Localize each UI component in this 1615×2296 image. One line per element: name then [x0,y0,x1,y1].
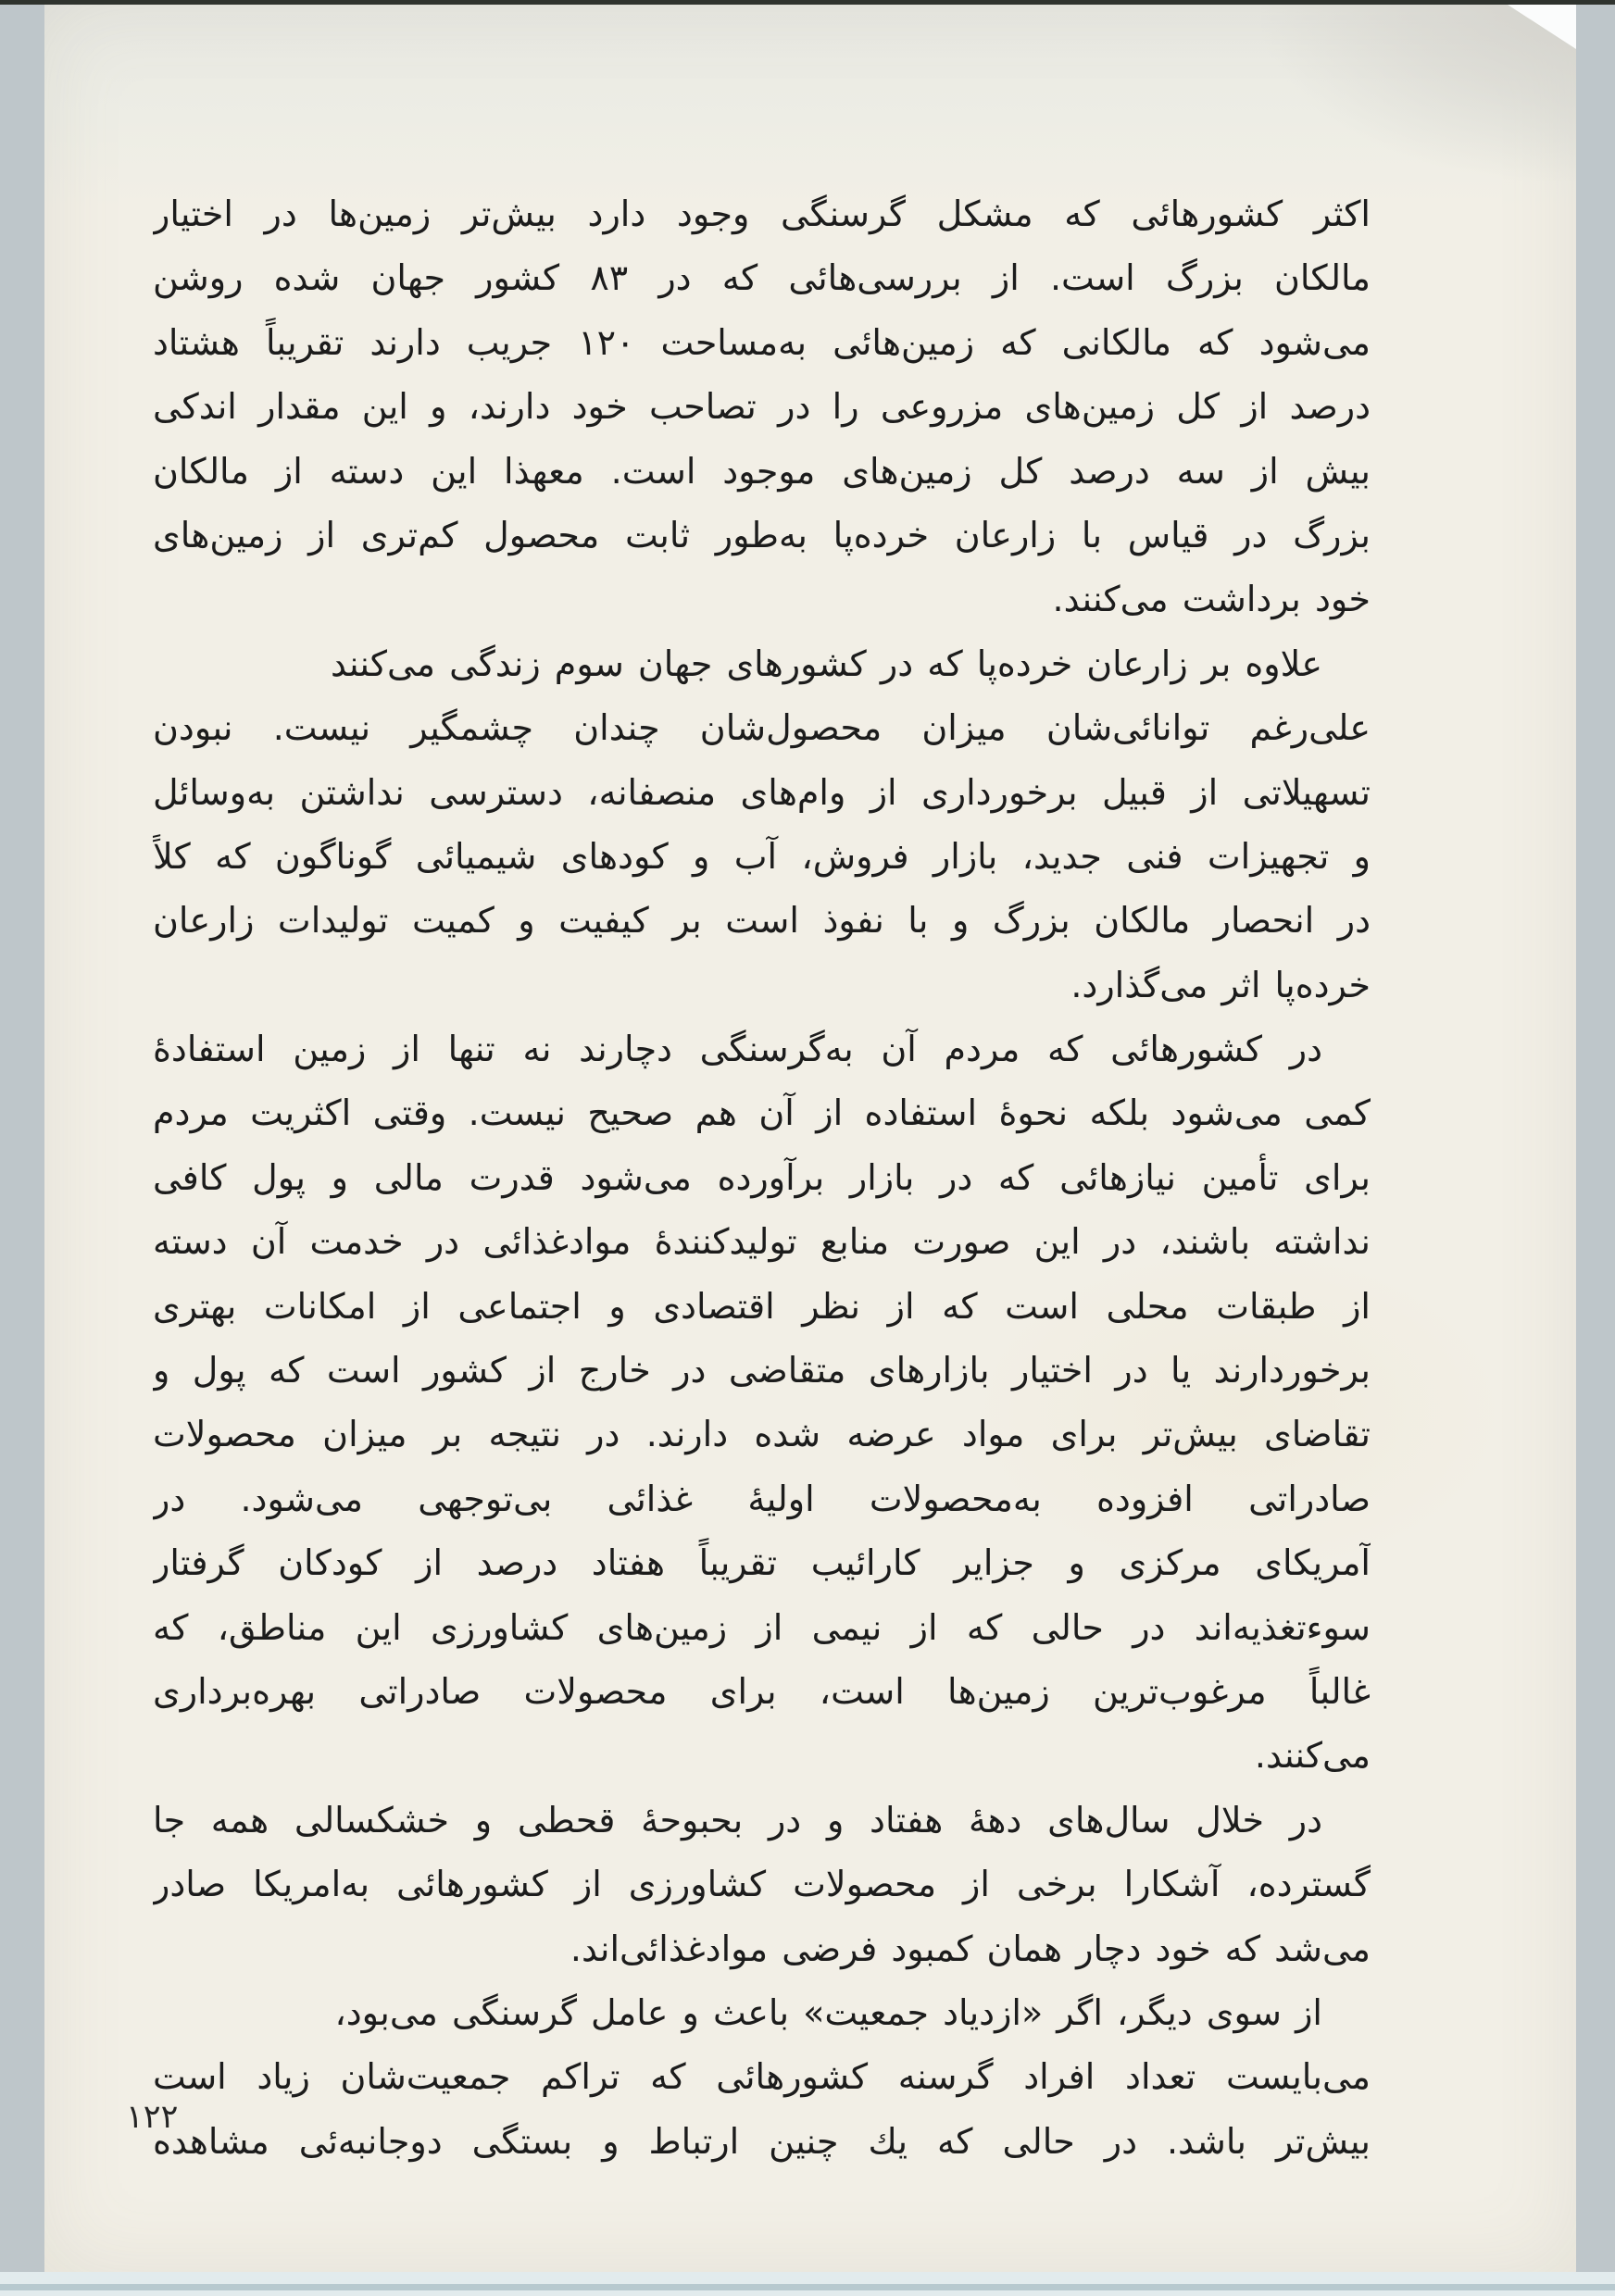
text-line: مالکان بزرگ است. از بررسی‌هائی که در ۸۳ کشور جهان شده روشن [153,257,1371,299]
text-line: برای تأمین نیازهائی که در بازار برآورده می‌شود قدرت مالی و پول کافی [153,1156,1371,1198]
text-line: درصد از کل زمین‌های مزروعی را در تصاحب خود دارند، و این مقدار اندکی [153,386,1371,428]
text-line: از سوی دیگر، اگر «ازدیاد جمعیت» باعث و عامل گرسنگی می‌بود، [334,1991,1322,2033]
text-line: نداشته باشند، در این صورت منابع تولیدکنندهٔ موادغذائی در خدمت آن دسته [153,1221,1371,1263]
text-line: بیش از سه درصد کل زمین‌های موجود است. معهذا این دسته از مالکان [153,450,1371,492]
text-line: در انحصار مالکان بزرگ و با نفوذ است بر کیفیت و کمیت تولیدات زارعان [153,900,1371,942]
text-line: از طبقات محلی است که از نظر اقتصادی و اجتماعی از امکانات بهتری [153,1285,1371,1327]
text-line: تسهیلاتی از قبیل برخورداری از وام‌های منصفانه، دسترسی نداشتن به‌وسائل [153,771,1371,813]
text-line: تقاضای بیش‌تر برای مواد عرضه شده دارند. در نتیجه بر میزان محصولات [153,1414,1371,1455]
text-line: در کشورهائی که مردم آن به‌گرسنگی دچارند نه تنها از زمین استفادهٔ [153,1029,1322,1070]
text-line: و تجهیزات فنی جدید، بازار فروش، آب و کودهای شیمیائی گوناگون که کلاً [153,835,1371,877]
text-line: بیش‌تر باشد. در حالی که یك چنین ارتباط و بستگی دوجانبه‌ئی مشاهده [153,2120,1371,2162]
text-line: خود برداشت می‌کنند. [1052,579,1371,620]
text-line: آمریکای مرکزی و جزایر کارائیب تقریباً هفتاد درصد از کودکان گرفتار [153,1542,1371,1584]
corner-fold-shadow [1261,5,1576,181]
scanner-top-edge [0,0,1615,5]
scanner-bottom-edge-line [0,2284,1615,2290]
text-line: بزرگ در قیاس با زارعان خرده‌پا به‌طور ثابت محصول کم‌تری از زمین‌های [153,514,1371,555]
text-line: صادراتی افزوده به‌محصولات اولیهٔ غذائی بی‌توجهی می‌شود. در [153,1478,1371,1519]
text-line: غالباً مرغوب‌ترین زمین‌ها است، برای محصولات صادراتی بهره‌برداری [153,1670,1371,1712]
text-line: می‌بایست تعداد افراد گرسنه کشورهائی که تراکم جمعیت‌شان زیاد است [153,2056,1371,2098]
text-line: علی‌رغم توانائی‌شان میزان محصول‌شان چندان چشمگیر نیست. نبودن [153,707,1371,749]
text-line: در خلال سال‌های دهۀ هفتاد و در بحبوحۀ قحطی و خشکسالی همه جا [153,1799,1322,1841]
text-line: خرده‌پا اثر می‌گذارد. [1070,964,1371,1005]
text-line: گسترده، آشکارا برخی از محصولات کشاورزی از کشورهائی به‌امریکا صادر [153,1864,1371,1905]
text-line: کمی می‌شود بلکه نحوهٔ استفاده از آن هم صحیح نیست. وقتی اکثریت مردم [153,1092,1371,1134]
text-line: می‌شود که مالکانی که زمین‌هائی به‌مساحت ۱۲۰ جریب دارند تقریباً هشتاد [153,321,1371,363]
text-line: می‌کنند. [1254,1735,1371,1777]
text-line: می‌شد که خود دچار همان کمبود فرضی موادغذائی‌اند. [570,1928,1371,1969]
text-line: علاوه بر زارعان خرده‌پا که در کشورهای جهان سوم زندگی می‌کنند [331,643,1322,684]
text-line: اکثر کشورهائی که مشکل گرسنگی وجود دارد بیش‌تر زمین‌ها در اختیار [153,193,1371,234]
text-block [153,182,1371,2174]
page-number: ۱۲۲ [126,2099,179,2136]
paper-sheet [44,5,1576,2275]
text-line: برخوردارند یا در اختیار بازارهای متقاضی در خارج از کشور است که پول و [153,1350,1371,1391]
text-line: سوءتغذیه‌اند در حالی که از نیمی از زمین‌های کشاورزی این مناطق، که [153,1606,1371,1648]
